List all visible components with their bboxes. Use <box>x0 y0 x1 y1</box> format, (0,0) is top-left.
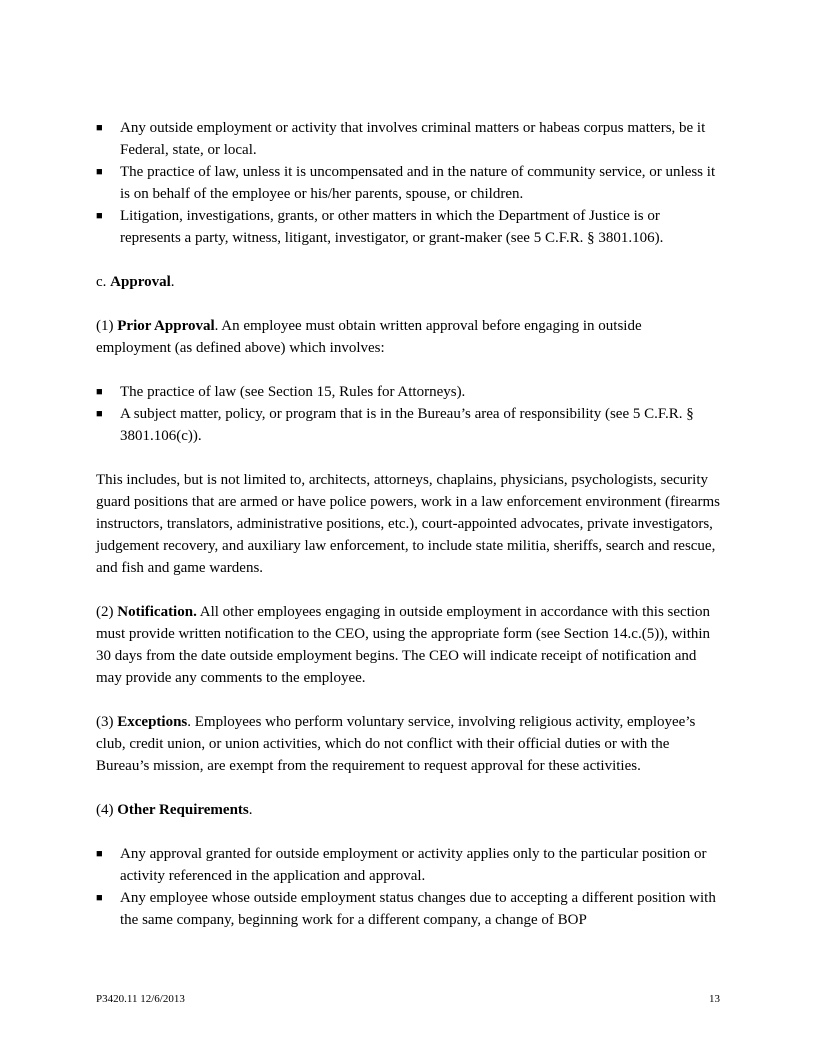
other-requirements-list <box>96 843 720 931</box>
exceptions-paragraph: (3) Exceptions. Employees who perform voluntary service, involving religious activity, employee’s club, credit union, or union activities, which do not conflict with their official duties or with the Bureau’s mission, are exempt from the requirement to request approval for these activities. <box>96 714 696 774</box>
bullet-square-icon: ■ <box>96 386 103 398</box>
list-item-text: The practice of law, unless it is uncompensated and in the nature of community service, or unless it is on behalf of the employee or his/her parents, spouse, or children. <box>120 164 716 202</box>
list-item <box>96 205 720 249</box>
footer-document-id: P3420.11 12/6/2013 <box>96 993 185 1005</box>
notification-paragraph: (2) Notification. All other employees engaging in outside employment in accordance with this section must provide written notification to the CEO, using the appropriate form (see Section 14.c.(5)), within 30 days from the date outside employment begins. The CEO will indicate receipt of notification and may provide any comments to the employee. <box>96 604 711 686</box>
list-item-text: A subject matter, policy, or program that is in the Bureau’s area of responsibility (see 5 C.F.R. § 3801.106(c)). <box>120 406 694 444</box>
footer-page-number: 13 <box>709 993 720 1005</box>
prohibited-activities-list <box>96 117 720 249</box>
bullet-square-icon: ■ <box>96 892 103 904</box>
list-item <box>96 117 720 161</box>
bullet-square-icon: ■ <box>96 210 103 222</box>
bullet-square-icon: ■ <box>96 848 103 860</box>
list-item <box>96 381 720 403</box>
list-item <box>96 161 720 205</box>
other-requirements-heading: (4) Other Requirements. <box>96 802 253 818</box>
list-item-text: Any employee whose outside employment status changes due to accepting a different position with the same company, beginning work for a different company, a change of BOP <box>120 890 716 928</box>
includes-paragraph: This includes, but is not limited to, architects, attorneys, chaplains, physicians, psychologists, security guard positions that are armed or have police powers, work in a law enforcement environment (firearms instructors, translators, administrative positions, etc.), court-appointed advocates, private investigators, judgement recovery, and auxiliary law enforcement, to include state militia, sheriffs, search and rescue, and fish and game wardens. <box>96 472 720 576</box>
list-item <box>96 887 720 931</box>
other-requirements-heading-text: Other Requirements <box>117 802 249 818</box>
list-item-text: Any outside employment or activity that involves criminal matters or habeas corpus matters, be it Federal, state, or local. <box>120 120 706 158</box>
section-heading-approval: c. Approval. <box>96 274 175 290</box>
exceptions-heading: Exceptions <box>117 714 188 730</box>
list-item <box>96 403 720 447</box>
section-heading-text: Approval <box>110 274 171 290</box>
bullet-square-icon: ■ <box>96 122 103 134</box>
prior-approval-list <box>96 381 720 447</box>
list-item-text: Litigation, investigations, grants, or other matters in which the Department of Justice is or represents a party, witness, litigant, investigator, or grant-maker (see 5 C.F.R. § 3801.106). <box>120 208 664 246</box>
list-item-text: The practice of law (see Section 15, Rules for Attorneys). <box>120 384 466 400</box>
notification-heading: Notification. <box>117 604 197 620</box>
document-body <box>96 117 720 931</box>
list-item <box>96 843 720 887</box>
bullet-square-icon: ■ <box>96 408 103 420</box>
prior-approval-paragraph: (1) Prior Approval. An employee must obtain written approval before engaging in outside employment (as defined above) which involves: <box>96 318 642 356</box>
list-item-text: Any approval granted for outside employment or activity applies only to the particular position or activity referenced in the application and approval. <box>120 846 707 884</box>
prior-approval-heading: Prior Approval <box>117 318 215 334</box>
bullet-square-icon: ■ <box>96 166 103 178</box>
